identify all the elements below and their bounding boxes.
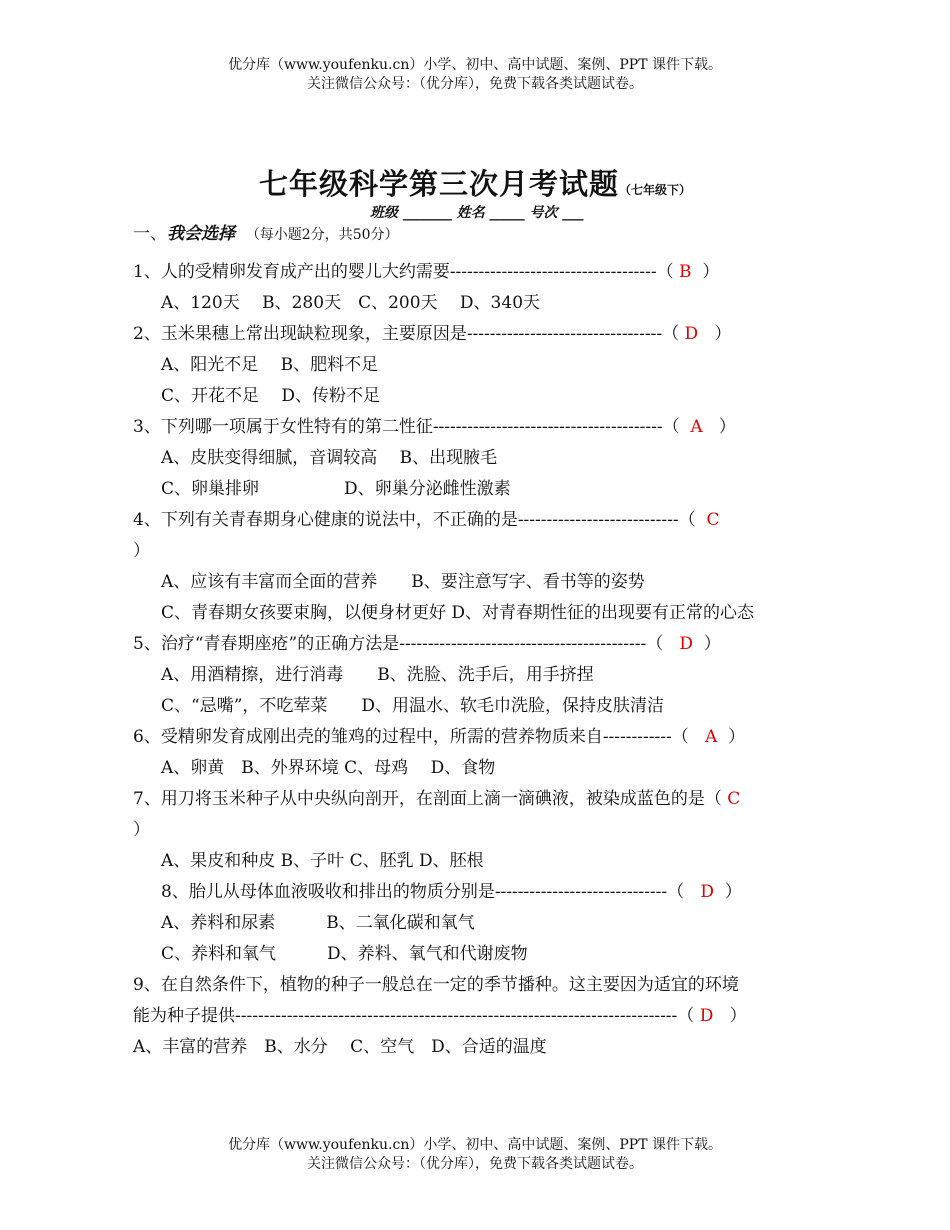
question-9-options: A、丰富的营养 B、水分 C、空气 D、合适的温度 (133, 1037, 547, 1057)
question-5-options-row-2: C、“忌嘴”，不吃荤菜 D、用温水、软毛巾洗脸，保持皮肤清洁 (161, 696, 665, 716)
question-text: 8、胎儿从母体血液吸收和排出的物质分别是------------------------------（ (161, 882, 685, 902)
paren-close: ） (703, 634, 721, 654)
header-line-1: 优分库（www.youfenku.cn）小学、初中、高中试题、案例、PPT 课件下载。 (227, 57, 722, 73)
answer-mark: D (684, 324, 699, 344)
student-info-line: 班级 _______ 姓名 _____ 号次 ___ (370, 205, 584, 221)
question-text: 1、人的受精卵发育成产出的婴儿大约需要------------------------------------（ (133, 262, 674, 282)
question-3 (133, 415, 736, 439)
question-5 (133, 632, 721, 656)
section-prefix: 一、 (133, 224, 167, 244)
question-9-line-1: 9、在自然条件下，植物的种子一般总在一定的季节播种。这主要因为适宜的环境 (133, 975, 739, 995)
paren-close: ） (724, 882, 742, 902)
question-text: 3、下列哪一项属于女性特有的第二性征----------------------------------------（ (133, 417, 680, 437)
paren-close: ） (729, 1006, 747, 1026)
question-4-options-row-2: C、青春期女孩要束胸，以便身材更好 D、对青春期性征的出现要有正常的心态 (161, 603, 755, 623)
header-line-2: 关注微信公众号：（优分库），免费下载各类试题试卷。 (307, 76, 643, 92)
answer-mark: D (699, 1006, 714, 1026)
question-2-options-row-1: A、阳光不足 B、肥料不足 (161, 355, 379, 375)
question-1 (133, 260, 719, 284)
question-7-close: ） (133, 820, 150, 840)
question-text: 5、治疗“青春期座疮”的正确方法是-------------------------------------------（ (133, 634, 664, 654)
section-heading (133, 222, 399, 247)
question-text: 7、用刀将玉米种子从中央纵向剖开，在剖面上滴一滴碘液，被染成蓝色的是（ (133, 789, 722, 809)
answer-mark: A (690, 417, 703, 437)
question-8-options-row-2: C、养料和氧气 D、养料、氧气和代谢废物 (161, 944, 528, 964)
paren-close: ） (702, 262, 720, 282)
answer-mark: A (704, 727, 718, 747)
paren-close: ） (714, 324, 732, 344)
question-7-options: A、果皮和种皮 B、子叶 C、胚乳 D、胚根 (161, 851, 484, 871)
question-4 (133, 508, 719, 532)
paren-close: ） (718, 417, 736, 437)
question-text: 2、玉米果穗上常出现缺粒现象，主要原因是----------------------------------（ (133, 324, 680, 344)
question-8-options-row-1: A、养料和尿素 B、二氧化碳和氧气 (161, 913, 475, 933)
page-footer (0, 1136, 950, 1174)
question-1-options: A、120天 B、280天 C、200天 D、340天 (161, 293, 541, 313)
question-text: 6、受精卵发育成刚出壳的雏鸡的过程中，所需的营养物质来自------------（ (133, 727, 689, 747)
question-text: 4、下列有关青春期身心健康的说法中，不正确的是----------------------------（ (133, 510, 696, 530)
question-3-options-row-1: A、皮肤变得细腻，音调较高 B、出现腋毛 (161, 448, 498, 468)
question-6-options: A、卵黄 B、外界环境 C、母鸡 D、食物 (161, 758, 496, 778)
question-2 (133, 322, 731, 346)
question-9-line-2 (133, 1004, 747, 1028)
answer-mark: D (700, 882, 714, 902)
answer-mark: B (679, 262, 692, 282)
answer-mark: C (727, 789, 741, 809)
question-5-options-row-1: A、用酒精擦，进行消毒 B、洗脸、洗手后，用手挤捏 (161, 665, 594, 685)
question-2-options-row-2: C、开花不足 D、传粉不足 (161, 386, 381, 406)
question-4-close: ） (133, 541, 150, 561)
page-header (0, 56, 950, 94)
question-4-options-row-1: A、应该有丰富而全面的营养 B、要注意写字、看书等的姿势 (161, 572, 645, 592)
footer-line-2: 关注微信公众号：（优分库），免费下载各类试题试卷。 (307, 1156, 643, 1172)
section-name: 我会选择 (167, 224, 235, 244)
answer-mark: D (679, 634, 694, 654)
exam-title (0, 162, 950, 203)
answer-mark: C (706, 510, 720, 530)
section-note: （每小题2分，共50分） (245, 227, 399, 243)
question-8 (161, 880, 742, 904)
title-sub: （七年级下） (619, 183, 692, 197)
title-main: 七年级科学第三次月考试题 (258, 167, 619, 201)
question-7 (133, 787, 740, 811)
question-text: 能为种子提供-----------------------------------------------------------------------------（ (133, 1006, 695, 1026)
question-6 (133, 725, 745, 749)
question-3-options-row-2: C、卵巢排卵 D、卵巢分泌雌性激素 (161, 479, 511, 499)
footer-line-1: 优分库（www.youfenku.cn）小学、初中、高中试题、案例、PPT 课件下载。 (227, 1137, 722, 1153)
paren-close: ） (728, 727, 746, 747)
